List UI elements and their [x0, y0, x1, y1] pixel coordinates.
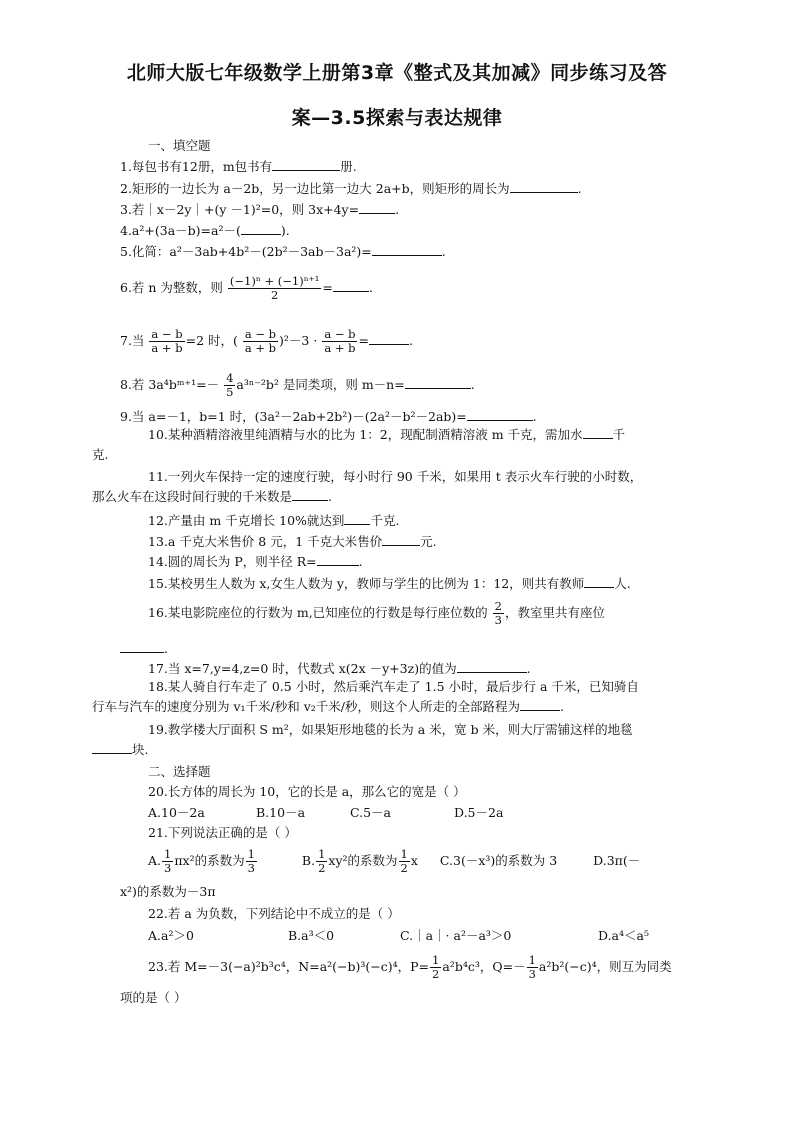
question-23: 23.若 M=－3(−a)²b³c⁴，N=a²(−b)³(−c)⁴，P= $\frac{1}{2}$ a²b⁴c³，Q=－ $\frac{1}{3}$ a²b²(−c)⁴，则互为同类	[148, 953, 672, 981]
question-2: 2.矩形的一边长为 a－2b，另一边比第一边大 2a+b，则矩形的周长为 .	[120, 181, 582, 196]
question-22-options	[148, 928, 728, 944]
question-9: 9.当 a=－1，b=1 时，(3a²－2ab+2b²)－(2a²－b²－2ab)= .	[120, 409, 537, 424]
option-c: C.5－a	[350, 805, 391, 820]
answer-blank	[333, 279, 369, 292]
question-13: 13.a 千克大米售价 8 元，1 千克大米售价 元.	[148, 534, 437, 549]
answer-blank	[120, 640, 164, 653]
answer-blank	[405, 376, 471, 389]
question-12: 12.产量由 m 千克增长 10%就达到 千克.	[148, 513, 400, 528]
question-8: 8.若 3a⁴bᵐ⁺¹=－ $\frac{4}{5}$ a³ⁿ⁻²b² 是同类项，则 m－n= .	[120, 371, 475, 399]
question-20-options	[148, 805, 728, 821]
question-22: 22.若 a 为负数，下列结论中不成立的是（ ）	[148, 906, 400, 921]
option-a: A.a²＞0	[148, 928, 194, 943]
question-16: 16.某电影院座位的行数为 m,已知座位的行数是每行座位数的 $\frac{2}{3}$ ，教室里共有座位	[148, 599, 606, 627]
answer-blank	[272, 158, 340, 171]
question-16-blank: .	[120, 640, 700, 657]
section-fill-heading: 一、填空题	[148, 138, 211, 153]
question-11: 11.一列火车保持一定的速度行驶，每小时行 90 千米，如果用 t 表示火车行驶的小时数， 那么火车在这段时间行驶的千米数是 .	[92, 469, 643, 504]
option-d: D.a⁴＜a⁵	[598, 928, 649, 943]
option-b: B.10－a	[256, 805, 306, 820]
question-7: 7.当 $\frac{a - b}{a + b}$ =2 时，( $\frac{a - b}{a + b}$ )²－3 · $\frac{a - b}{a + b}$ = .	[120, 327, 413, 355]
question-4: 4.a²+(3a－b)=a²－( ).	[120, 223, 290, 238]
question-18: 18.某人骑自行车走了 0.5 小时，然后乘汽车走了 1.5 小时，最后步行 a 千米，已知骑自 行车与汽车的速度分别为 v₁千米/秒和 v₂千米/秒，则这个人所走的全部路程为 .	[92, 679, 639, 714]
fraction: $\frac{a - b}{a + b}$	[324, 327, 356, 355]
option-c: C.｜a｜· a²－a³＞0	[400, 928, 512, 943]
question-21: 21.下列说法正确的是（ ）	[148, 825, 297, 840]
answer-blank	[344, 512, 370, 525]
question-21-option-d-cont: x²)的系数为－3π	[120, 884, 216, 899]
fraction: $\frac{4}{5}$	[226, 371, 234, 399]
answer-blank	[583, 426, 613, 439]
answer-blank	[359, 201, 395, 214]
answer-blank	[241, 222, 281, 235]
answer-blank	[467, 408, 533, 421]
answer-blank	[92, 741, 132, 754]
option-b: B.a³＜0	[288, 928, 335, 943]
answer-blank	[317, 553, 359, 566]
question-10: 10.某种酒精溶液里纯酒精与水的比为 1：2，现配制酒精溶液 m 千克，需加水 千 克.	[92, 427, 626, 462]
answer-blank	[457, 660, 527, 673]
question-14: 14.圆的周长为 P，则半径 R= .	[148, 554, 363, 569]
fraction: $\frac{\text{(−1)ⁿ + (−1)ⁿ⁺¹}}{2}$	[229, 274, 320, 302]
answer-blank	[372, 243, 442, 256]
section-choice-heading: 二、选择题	[148, 764, 211, 779]
answer-blank	[520, 698, 560, 711]
answer-blank	[510, 180, 578, 193]
fraction: $\frac{2}{3}$	[494, 599, 502, 627]
option-d: D.5－2a	[454, 805, 504, 820]
answer-blank	[369, 332, 409, 345]
question-21-options: A. $\frac{1}{3}$ πx²的系数为 $\frac{1}{3}$ B. $\frac{1}{2}$ xy²的系数为 $\frac{1}{2}$ x C.3(－x³)的系数为 3 D.3π(－	[148, 847, 641, 875]
fraction: $\frac{a - b}{a + b}$	[244, 327, 277, 355]
question-17: 17.当 x=7,y=4,z=0 时，代数式 x(2x －y+3z)的值为 .	[148, 661, 531, 676]
question-1: 1.每包书有12册，m包书有 册.	[120, 159, 357, 174]
question-5: 5.化简：a²－3ab+4b²－(2b²－3ab－3a²)= .	[120, 244, 446, 259]
answer-blank	[292, 488, 328, 501]
question-19: 19.教学楼大厅面积 S m²，如果矩形地毯的长为 a 米，宽 b 米，则大厅需铺这样的地毯 块.	[120, 720, 680, 760]
question-15: 15.某校男生人数为 x,女生人数为 y，教师与学生的比例为 1：12，则共有教师 人.	[148, 576, 631, 591]
option-a: A.10－2a	[148, 805, 205, 820]
question-20: 20.长方体的周长为 10，它的长是 a，那么它的宽是（ ）	[148, 784, 466, 799]
fraction: $\frac{a - b}{a + b}$	[151, 327, 183, 355]
page-title-line2: 案—3.5探索与表达规律	[291, 107, 503, 129]
answer-blank	[382, 533, 420, 546]
answer-blank	[584, 575, 614, 588]
question-3: 3.若｜x－2y｜+(y －1)²=0，则 3x+4y= .	[120, 202, 400, 217]
question-23-cont: 项的是（ ）	[120, 990, 187, 1005]
question-6: 6.若 n 为整数，则 $\frac{\text{(−1)ⁿ + (−1)ⁿ⁺¹}}{2}$ = .	[120, 274, 373, 302]
page-title-line1: 北师大版七年级数学上册第3章《整式及其加减》同步练习及答	[126, 62, 668, 84]
